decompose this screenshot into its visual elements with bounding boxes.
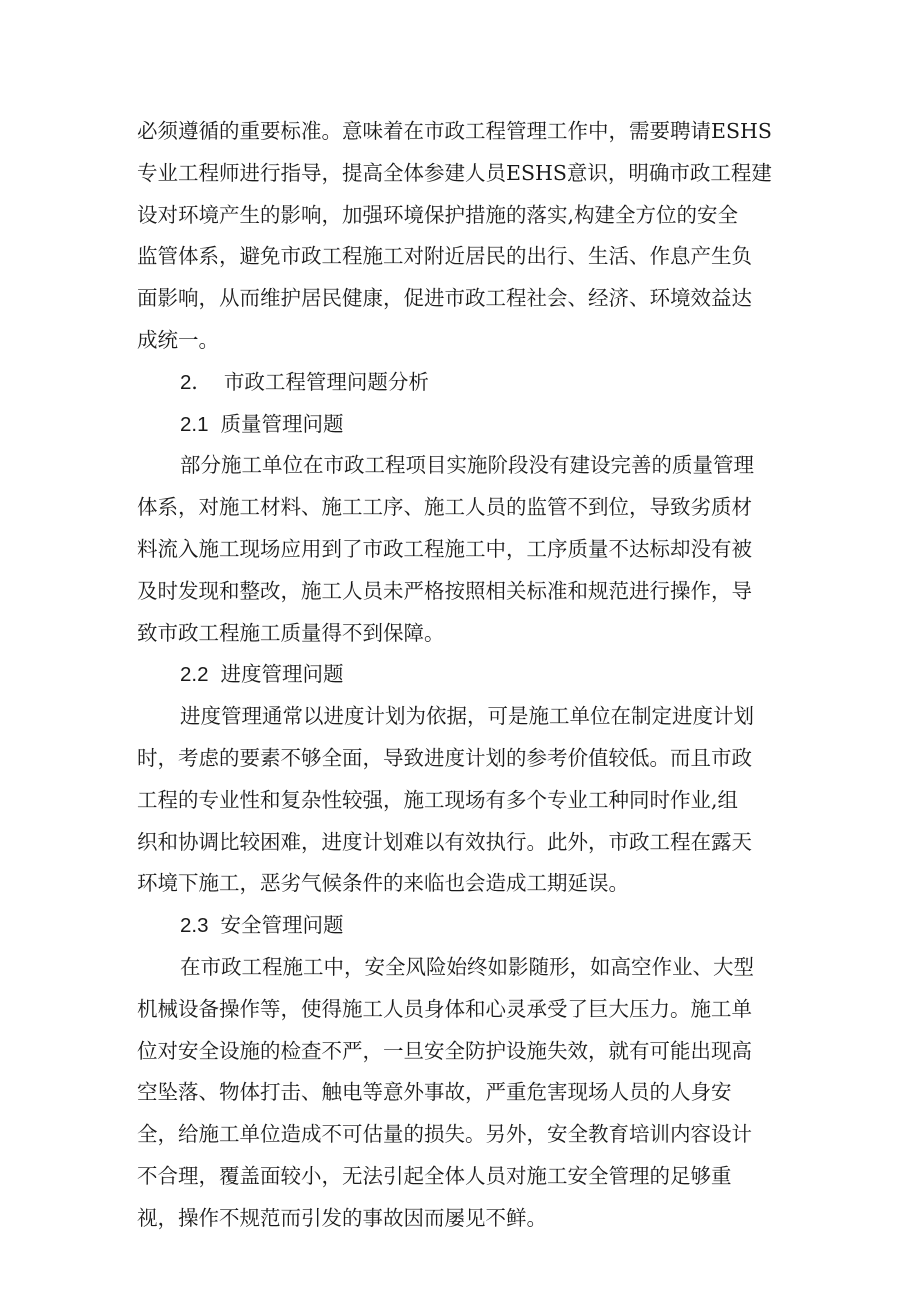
paragraph-line: 致市政工程施工质量得不到保障。 xyxy=(137,620,445,645)
paragraph-line: 工程的专业性和复杂性较强，施工现场有多个专业工种同时作业,组 xyxy=(137,787,739,812)
paragraph-line: 进度管理通常以进度计划为依据，可是施工单位在制定进度计划 xyxy=(180,704,754,729)
section-title: 质量管理问题 xyxy=(220,411,344,436)
section-2-2-heading xyxy=(137,654,788,696)
section-number: 2.3 xyxy=(180,914,209,938)
paragraph-line: 料流入施工现场应用到了市政工程施工中，工序质量不达标却没有被 xyxy=(137,536,752,561)
paragraph-line: 视，操作不规范而引发的事故因而屡见不鲜。 xyxy=(137,1205,547,1230)
section-2-2-paragraph xyxy=(137,696,788,905)
paragraph-line: 全，给施工单位造成不可估量的损失。另外，安全教育培训内容设计 xyxy=(137,1122,752,1147)
section-2-3-paragraph xyxy=(137,947,788,1240)
paragraph-line: 专业工程师进行指导，提高全体参建人员ESHS意识，明确市政工程建 xyxy=(137,160,772,185)
section-2-heading xyxy=(137,362,788,404)
paragraph-line: 在市政工程施工中，安全风险始终如影随形，如高空作业、大型 xyxy=(180,954,754,979)
paragraph-line: 环境下施工，恶劣气候条件的来临也会造成工期延误。 xyxy=(137,871,629,896)
paragraph-line: 成统一。 xyxy=(137,327,219,352)
section-2-1-heading xyxy=(137,404,788,446)
intro-paragraph xyxy=(137,111,788,362)
section-title: 安全管理问题 xyxy=(220,913,344,938)
section-title: 进度管理问题 xyxy=(220,662,344,687)
section-number: 2.1 xyxy=(180,412,209,436)
paragraph-line: 织和协调比较困难，进度计划难以有效执行。此外，市政工程在露天 xyxy=(137,829,752,854)
paragraph-line: 设对环境产生的影响，加强环境保护措施的落实,构建全方位的安全 xyxy=(137,202,739,227)
section-2-3-heading xyxy=(137,905,788,947)
section-number: 2． xyxy=(180,370,212,394)
paragraph-line: 空坠落、物体打击、触电等意外事故，严重危害现场人员的人身安 xyxy=(137,1080,732,1105)
section-title: 市政工程管理问题分析 xyxy=(223,369,429,394)
section-2-1-paragraph xyxy=(137,445,788,654)
paragraph-line: 时，考虑的要素不够全面，导致进度计划的参考价值较低。而且市政 xyxy=(137,745,752,770)
paragraph-line: 机械设备操作等，使得施工人员身体和心灵承受了巨大压力。施工单 xyxy=(137,996,752,1021)
paragraph-line: 必须遵循的重要标准。意味着在市政工程管理工作中，需要聘请ESHS xyxy=(137,119,772,143)
paragraph-line: 及时发现和整改，施工人员未严格按照相关标准和规范进行操作，导 xyxy=(137,578,752,603)
paragraph-line: 面影响，从而维护居民健康，促进市政工程社会、经济、环境效益达 xyxy=(137,286,752,311)
paragraph-line: 位对安全设施的检查不严，一旦安全防护设施失效，就有可能出现高 xyxy=(137,1038,752,1063)
paragraph-line: 体系，对施工材料、施工工序、施工人员的监管不到位，导致劣质材 xyxy=(137,495,752,520)
paragraph-line: 不合理，覆盖面较小，无法引起全体人员对施工安全管理的足够重 xyxy=(137,1163,732,1188)
section-number: 2.2 xyxy=(180,663,209,687)
paragraph-line: 部分施工单位在市政工程项目实施阶段没有建设完善的质量管理 xyxy=(180,453,754,478)
paragraph-line: 监管体系，避免市政工程施工对附近居民的出行、生活、作息产生负 xyxy=(137,244,752,269)
